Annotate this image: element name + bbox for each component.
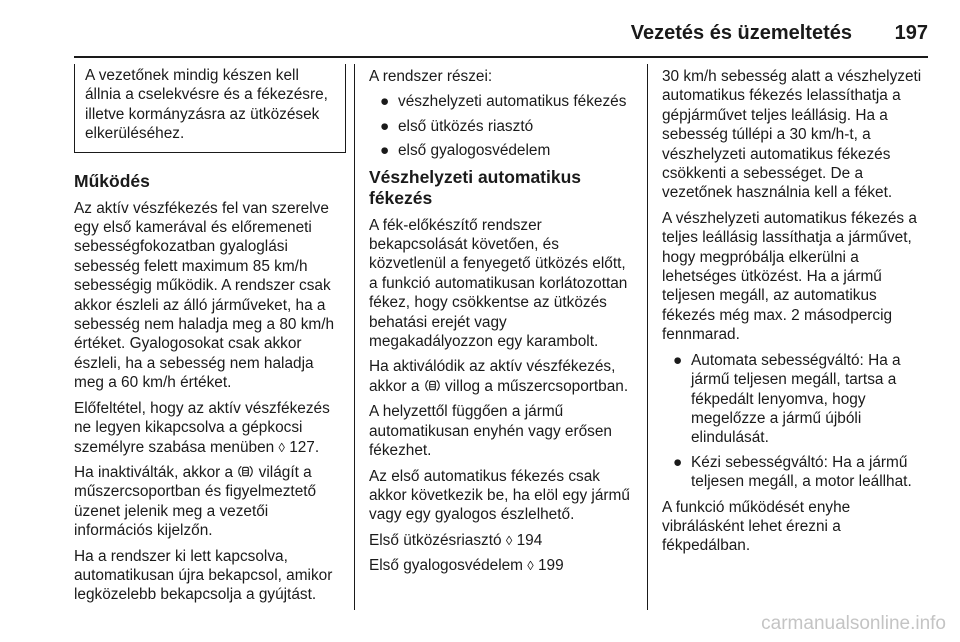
emergency-brake-warning-icon — [425, 378, 440, 393]
column-3 — [662, 67, 930, 562]
emergency-brake-warning-icon — [238, 464, 253, 479]
paragraph: Ha inaktiválták, akkor a világít a műszercsoportban és figyelmeztető üzenet jelenik meg a vezetői információs kijelzőn. — [74, 463, 317, 540]
paragraph: A fék-előkészítő rendszer bekapcsolását követően, és közvetlenül a fenyegető ütközés előtt, a funkció automatikusan korlátozottan fékez, hogy csökkentse az ütközés behatási erejét vagy megakadályozzon egy karambolt. — [369, 216, 628, 351]
list-item: ● Kézi sebességváltó: Ha a jármű teljesen megáll, a motor leállhat. — [673, 453, 912, 491]
list-item: ● első ütközés riasztó — [380, 117, 534, 135]
transmission-list — [662, 351, 930, 492]
bullet-icon: ● — [380, 142, 390, 160]
column-1 — [74, 67, 346, 611]
paragraph: Ha a rendszer ki lett kapcsolva, automatikusan újra bekapcsol, amikor legközelebb bekapcsolja a gyújtást. — [74, 547, 333, 604]
page-ref-arrow-icon: ◊ — [278, 439, 285, 455]
bullet-icon: ● — [673, 453, 683, 471]
page-header-title: Vezetés és üzemeltetés — [630, 22, 852, 44]
system-parts-list — [369, 92, 633, 160]
column-divider-1 — [354, 64, 355, 610]
paragraph: Előfeltétel, hogy az aktív vészfékezés ne legyen kikapcsolva a gépkocsi személyre szabása menüben ◊ 127. — [74, 399, 330, 456]
bullet-icon: ● — [380, 93, 390, 111]
page-ref-arrow-icon: ◊ — [505, 532, 513, 548]
list-item: ● első gyalogosvédelem — [380, 142, 551, 160]
page-ref-link[interactable]: 199 — [538, 557, 564, 575]
header-rule — [74, 56, 928, 58]
cross-reference: Első gyalogosvédelem ◊ 199 — [369, 557, 564, 575]
page-ref-link[interactable]: 194 — [516, 531, 543, 549]
section-heading-emergency-braking: Vészhelyzeti automatikus fékezés — [369, 166, 582, 208]
paragraph: Az aktív vészfékezés fel van szerelve egy első kamerával és előremeneti sebességfokozatban gyaloglási sebesség felett maximum 85 km/h sebességig működik. A rendszer csak akkor észleli az álló járműveket, ha a sebesség nem haladja meg a 80 km/h értéket. Gyalogosokat csak akkor észleli, ha a sebesség nem haladja meg a 60 km/h értéket. — [74, 199, 335, 392]
cross-reference: Első ütközésriasztó ◊ 194 — [369, 531, 543, 549]
warning-box — [74, 64, 346, 153]
paragraph: Ha aktiválódik az aktív vészfékezés, akkor a villog a műszercsoportban. — [369, 358, 629, 395]
bullet-icon: ● — [673, 351, 683, 369]
page-ref-link[interactable]: 127. — [289, 438, 320, 456]
warning-text: A vezetőnek mindig készen kell állnia a cselekvésre és a fékezésre, illetve kormányzásra az ütközések elkerüléséhez. — [85, 67, 328, 143]
list-item: ● Automata sebességváltó: Ha a jármű teljesen megáll, tartsa a fékpedált lenyomva, hogy megelőzze a jármű újbóli elindulását. — [673, 351, 901, 447]
paragraph: A funkció működését enyhe vibrálásként lehet érezni a fékpedálban. — [662, 498, 851, 555]
page-number: 197 — [894, 22, 928, 44]
paragraph: Az első automatikus fékezés csak akkor következik be, ha elöl egy jármű vagy egy gyalogos észlelhető. — [369, 467, 630, 524]
paragraph: A rendszer részei: — [369, 68, 493, 85]
list-item: ● vészhelyzeti automatikus fékezés — [380, 93, 627, 111]
column-2 — [369, 67, 633, 582]
page-ref-arrow-icon: ◊ — [527, 558, 534, 574]
column-divider-2 — [647, 64, 648, 610]
section-heading-mukodes: Működés — [74, 170, 150, 191]
paragraph: A helyzettől függően a jármű automatikusan enyhén vagy erősen fékezhet. — [369, 403, 612, 460]
paragraph: 30 km/h sebesség alatt a vészhelyzeti automatikus fékezés lelassíthatja a gépjárművet teljes leállásig. Ha a sebesség túllépi a 30 km/h-t, a vészhelyzeti automatikus fékezés csökkenti a sebességet. De a vezetőnek használnia kell a féket. — [662, 68, 922, 202]
paragraph: A vészhelyzeti automatikus fékezés a teljes leállásig lassíthatja a járművet, hogy megpróbálja elkerülni a lehetséges ütközést. Ha a jármű teljesen megáll, az automatikus fékezés még max. 2 másodpercig fennmarad. — [662, 209, 917, 344]
watermark: carmanualsonline.info — [761, 613, 946, 634]
bullet-icon: ● — [380, 117, 390, 135]
